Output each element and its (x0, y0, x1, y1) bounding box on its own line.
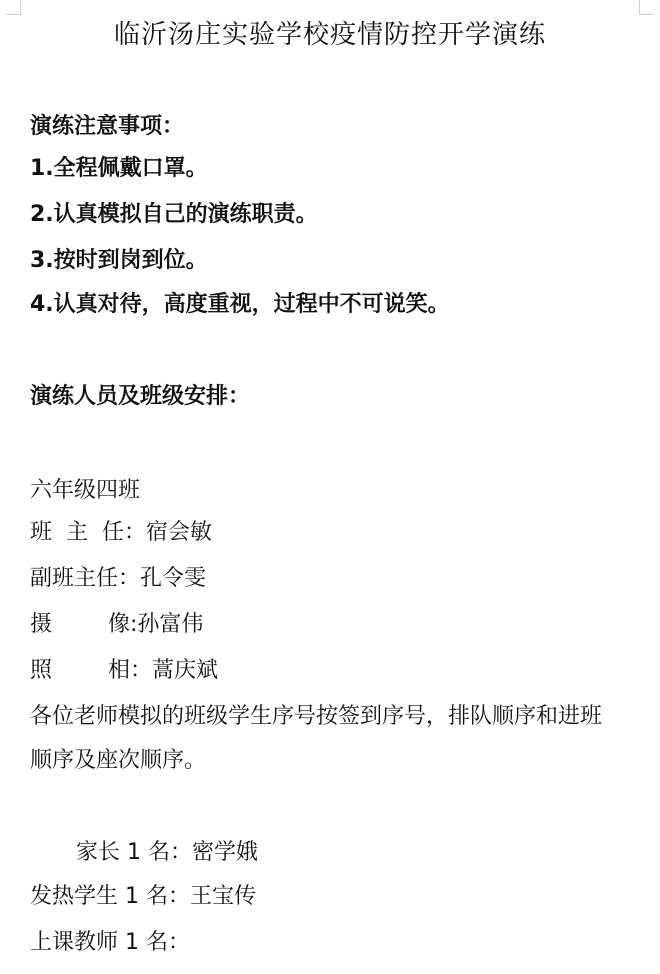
teacher-role: 上课教师 1 名： (30, 930, 190, 955)
document-title: 临沂汤庄实验学校疫情防控开学演练 (113, 20, 546, 50)
note-item: 3.按时到岗到位。 (30, 248, 208, 273)
page-corner-mark (639, 0, 654, 15)
description-line: 各位老师模拟的班级学生序号按签到序号，排队顺序和进班 (30, 704, 603, 729)
head-teacher: 班 主 任：宿会敏 (30, 520, 212, 545)
fever-student-role: 发热学生 1 名：王宝传 (30, 884, 256, 909)
note-item: 2.认真模拟自己的演练职责。 (30, 202, 318, 227)
parent-role: 家长 1 名：密学娥 (76, 840, 258, 865)
class-name: 六年级四班 (30, 478, 141, 503)
description-line: 顺序及座次顺序。 (30, 748, 207, 773)
photo-staff: 照 相：蒿庆斌 (30, 658, 218, 683)
note-item: 4.认真对待，高度重视，过程中不可说笑。 (30, 292, 450, 317)
arrangement-heading: 演练人员及班级安排： (30, 384, 251, 409)
camera-staff: 摄 像:孙富伟 (30, 612, 204, 637)
assistant-teacher: 副班主任：孔令雯 (30, 566, 207, 591)
page-corner-mark (6, 0, 21, 15)
note-item: 1.全程佩戴口罩。 (30, 156, 208, 181)
notes-heading: 演练注意事项： (30, 114, 185, 139)
